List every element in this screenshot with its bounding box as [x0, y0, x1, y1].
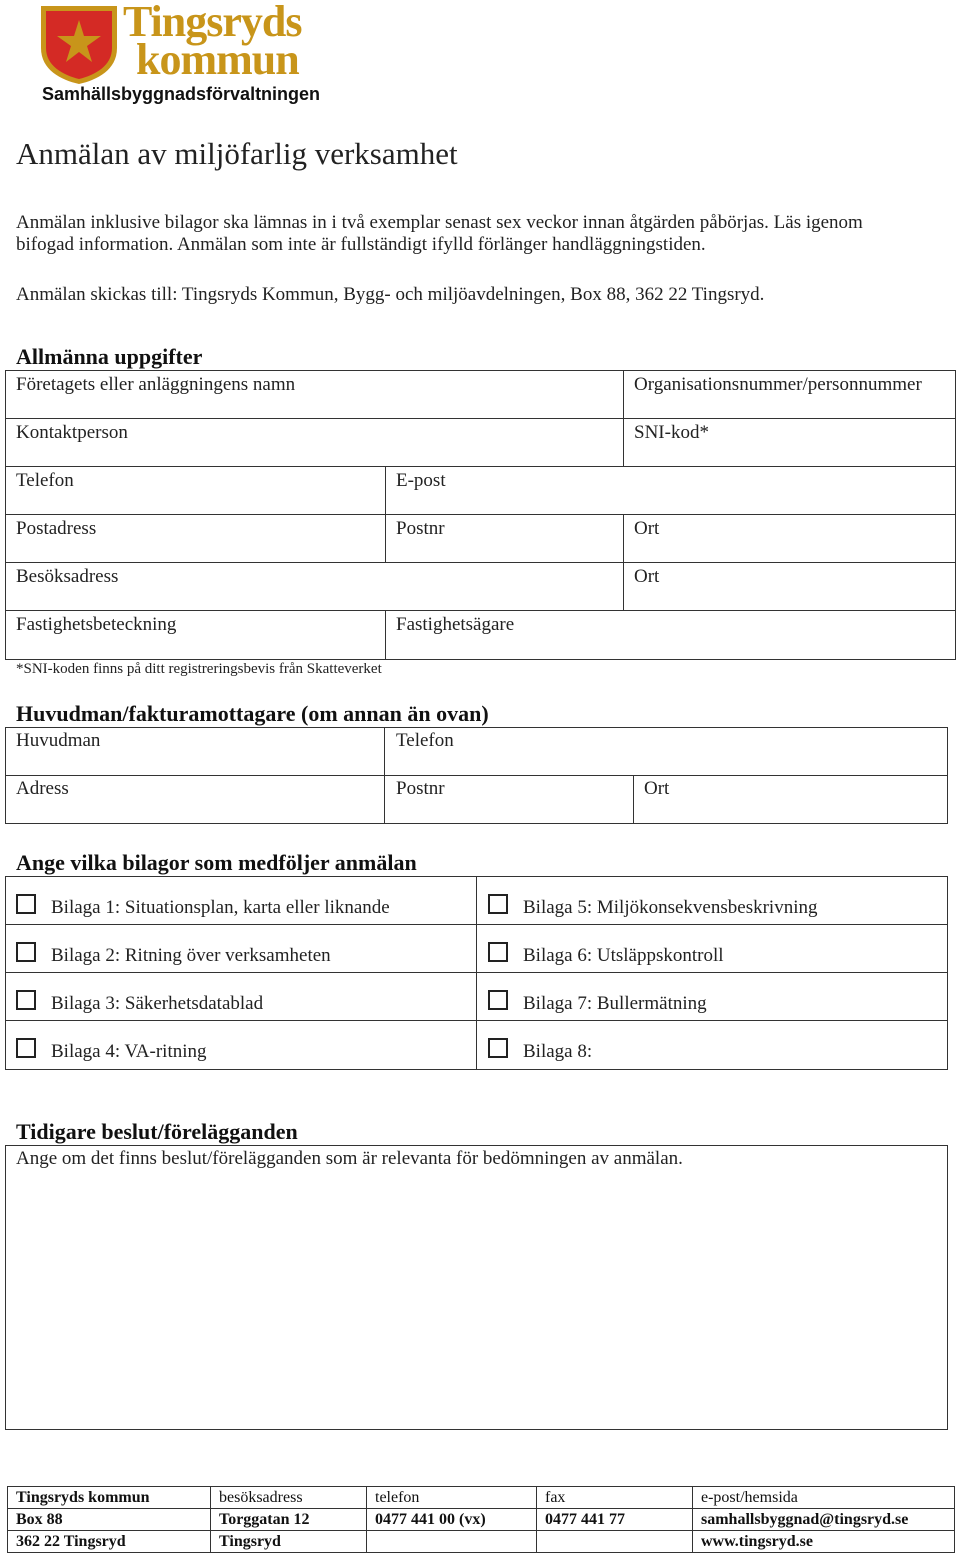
field-contact-person[interactable]: Kontaktperson [16, 422, 128, 443]
footer-email-link[interactable]: samhallsbyggnad@tingsryd.se [693, 1509, 955, 1531]
intro-address: Anmälan skickas till: Tingsryds Kommun, Bygg- och miljöavdelningen, Box 88, 362 22 Tingsryd. [16, 284, 765, 305]
page-title: Anmälan av miljöfarlig verksamhet [16, 136, 458, 171]
footer-row-1 [8, 1509, 955, 1531]
attachment-7-checkbox[interactable] [488, 990, 508, 1010]
attachment-1-checkbox[interactable] [16, 894, 36, 914]
previous-decisions-textarea[interactable] [5, 1145, 948, 1430]
attachment-8-label: Bilaga 8: [523, 1041, 593, 1062]
field-principal-phone[interactable]: Telefon [396, 730, 454, 751]
field-visiting-address[interactable]: Besöksadress [16, 566, 119, 587]
logo-name-line1: Tingsryds [123, 0, 302, 46]
footer-fax: 0477 441 77 [537, 1509, 693, 1531]
field-postal-address[interactable]: Postadress [16, 518, 97, 539]
municipality-logo [39, 4, 119, 86]
footer-contact-table [7, 1486, 955, 1553]
footer-row-header [8, 1487, 955, 1509]
footer-col-email: e-post/hemsida [693, 1487, 955, 1509]
section-principal-heading: Huvudman/fakturamottagare (om annan än ovan) [16, 701, 489, 726]
footer-org-name: Tingsryds kommun [8, 1487, 211, 1509]
attachment-3-checkbox[interactable] [16, 990, 36, 1010]
attachment-5-label: Bilaga 5: Miljökonsekvensbeskrivning [523, 897, 818, 918]
intro-line-2: bifogad information. Anmälan som inte är fullständigt ifylld förlänger handläggningstiden. [16, 234, 706, 255]
footer-visiting-street: Torggatan 12 [211, 1509, 367, 1531]
field-org-number[interactable]: Organisationsnummer/personnummer [634, 374, 922, 395]
field-email[interactable]: E-post [396, 470, 446, 491]
field-company-name[interactable]: Företagets eller anläggningens namn [16, 374, 296, 395]
field-property-owner[interactable]: Fastighetsägare [396, 614, 515, 635]
logo-department: Samhällsbyggnadsförvaltningen [42, 84, 321, 104]
footer-col-phone: telefon [367, 1487, 537, 1509]
attachment-6-label: Bilaga 6: Utsläppskontroll [523, 945, 724, 966]
logo-name-line2: kommun [136, 35, 299, 84]
section-attachments-heading: Ange vilka bilagor som medföljer anmälan [16, 850, 417, 875]
intro-line-1: Anmälan inklusive bilagor ska lämnas in i två exemplar senast sex veckor innan åtgärden påbörjas. Läs igenom [16, 212, 863, 233]
sni-footnote: *SNI-koden finns på ditt registreringsbevis från Skatteverket [16, 661, 382, 677]
field-sni-code[interactable]: SNI-kod* [634, 422, 709, 443]
field-property-designation[interactable]: Fastighetsbeteckning [16, 614, 177, 635]
attachment-2-label: Bilaga 2: Ritning över verksamheten [51, 945, 331, 966]
footer-website-link[interactable]: www.tingsryd.se [693, 1531, 955, 1553]
attachment-2-checkbox[interactable] [16, 942, 36, 962]
footer-empty-fax [537, 1531, 693, 1553]
attachment-7-label: Bilaga 7: Bullermätning [523, 993, 707, 1014]
field-principal-address[interactable]: Adress [16, 778, 69, 799]
field-principal-postal-code[interactable]: Postnr [396, 778, 445, 799]
footer-box: Box 88 [8, 1509, 211, 1531]
attachment-5-checkbox[interactable] [488, 894, 508, 914]
attachment-3-label: Bilaga 3: Säkerhetsdatablad [51, 993, 264, 1014]
footer-postal: 362 22 Tingsryd [8, 1531, 211, 1553]
section-previous-heading: Tidigare beslut/förelägganden [16, 1119, 298, 1144]
field-visiting-city[interactable]: Ort [634, 566, 660, 587]
attachment-4-checkbox[interactable] [16, 1038, 36, 1058]
footer-row-2 [8, 1531, 955, 1553]
attachment-6-checkbox[interactable] [488, 942, 508, 962]
footer-col-visiting: besöksadress [211, 1487, 367, 1509]
field-postal-code[interactable]: Postnr [396, 518, 445, 539]
attachment-1-label: Bilaga 1: Situationsplan, karta eller liknande [51, 897, 390, 918]
field-principal-city[interactable]: Ort [644, 778, 670, 799]
footer-empty-phone [367, 1531, 537, 1553]
section-general-heading: Allmänna uppgifter [16, 344, 203, 369]
previous-decisions-instruction: Ange om det finns beslut/förelägganden som är relevanta för bedömningen av anmälan. [16, 1148, 683, 1169]
field-city[interactable]: Ort [634, 518, 660, 539]
attachment-8-checkbox[interactable] [488, 1038, 508, 1058]
coat-of-arms-icon [39, 4, 119, 86]
footer-col-fax: fax [537, 1487, 693, 1509]
attachment-4-label: Bilaga 4: VA-ritning [51, 1041, 207, 1062]
footer-visiting-city: Tingsryd [211, 1531, 367, 1553]
field-phone[interactable]: Telefon [16, 470, 74, 491]
footer-phone: 0477 441 00 (vx) [367, 1509, 537, 1531]
field-principal[interactable]: Huvudman [16, 730, 101, 751]
